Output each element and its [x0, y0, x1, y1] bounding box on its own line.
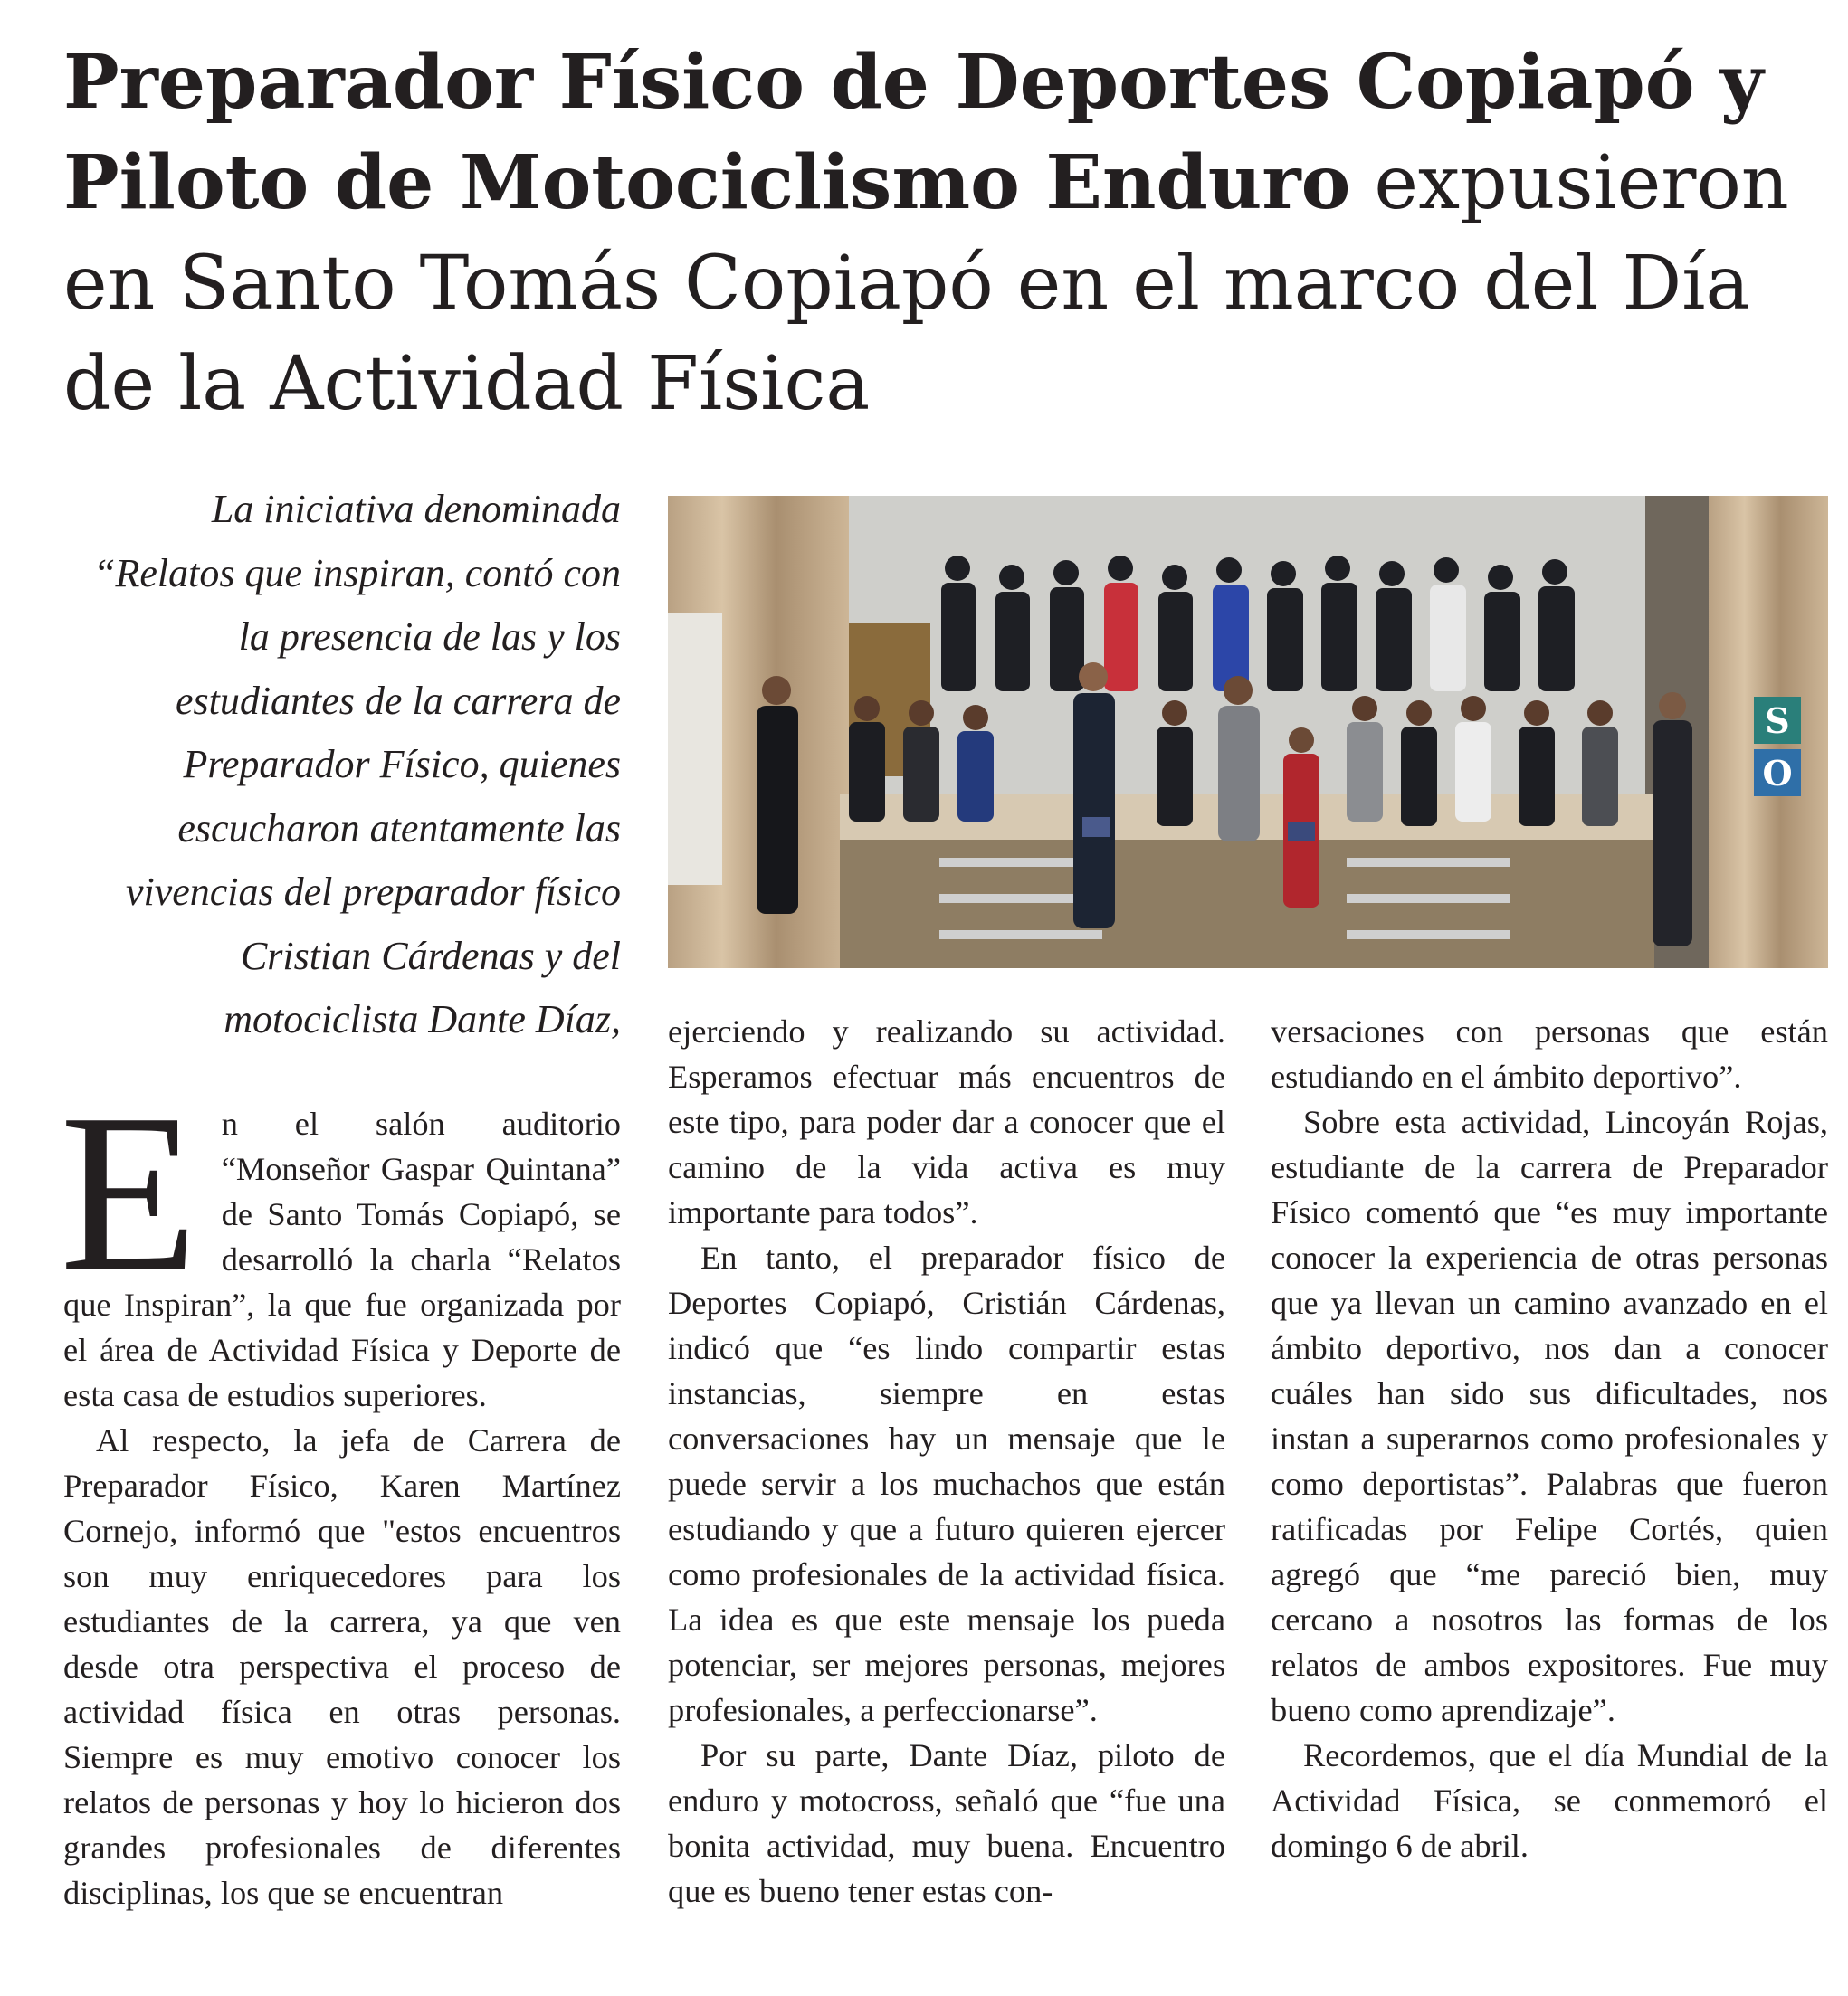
sign-letter-s: S: [1765, 700, 1790, 741]
event-photo: [668, 496, 1828, 968]
paragraph: Recordemos, que el día Mundial de la Actividad Física, se conmemoró el domingo 6 de abril.: [1271, 1737, 1828, 1864]
paragraph: Por su parte, Dante Díaz, piloto de enduro y motocross, señaló que “fue una bonita actividad, muy buena. Encuentro que es bueno tener estas con-: [668, 1737, 1225, 1909]
award-plaque-2: [1288, 822, 1315, 841]
drop-cap: E: [60, 1068, 198, 1318]
lead-text: La iniciativa denominada “Relatos que inspiran, contó con la presencia de las y los estudiantes de la carrera de Preparador Físico, quienes escucharon atentamente las vivencias del preparador físico Cristian Cárdenas y del motociclista Dante Díaz,: [93, 487, 621, 1041]
paragraph: Sobre esta actividad, Lincoyán Rojas, estudiante de la carrera de Preparador Físico comentó que “es muy importante conocer la experiencia de otras personas que ya llevan un camino avanzado en el ámbito deportivo, nos dan a conocer cuáles han sido sus dificultades, nos instan a superarnos como profesionales y como deportistas”. Palabras que fueron ratificadas por Felipe Cortés, quien agregó que “me pareció bien, muy cercano a nosotros las formas de los relatos de ambos expositores. Fue muy bueno como aprendizaje”.: [1271, 1104, 1828, 1728]
lead-paragraph: [63, 478, 621, 1052]
paragraph: En tanto, el preparador físico de Deportes Copiapó, Cristián Cárdenas, indicó que “es lindo compartir estas instancias, siempre en estas conversaciones hay un mensaje que le puede servir a los muchachos que están estudiando y que a futuro quieren ejercer como profesionales de la actividad física. La idea es que este mensaje los pueda potenciar, ser mejores personas, mejores profesionales, a perfeccionarse”.: [668, 1240, 1225, 1728]
headline-bold: Preparador Físico de Deportes Copiapó y Piloto de Motociclismo Enduro: [63, 39, 1764, 226]
article-column-1: [60, 1068, 621, 1915]
banner-left: [668, 613, 722, 885]
headline-regular: expusieron en Santo Tomás Copiapó en el marco del Día de la Actividad Física: [63, 140, 1789, 427]
paragraph: n el salón auditorio “Monseñor Gaspar Quintana” de Santo Tomás Copiapó, se desarrolló la charla “Relatos que Inspiran”, la que fue organizada por el área de Actividad Física y Deporte de esta casa de estudios superiores.: [63, 1106, 621, 1413]
article-column-3: [1271, 1009, 1828, 1868]
article-column-2: [668, 1009, 1225, 1914]
paragraph: Al respecto, la jefa de Carrera de Preparador Físico, Karen Martínez Cornejo, informó que "estos encuentros son muy enriquecedores para los estudiantes de la carrera, ya que ven desde otra perspectiva el proceso de actividad física en otras personas. Siempre es muy emotivo conocer los relatos de personas y hoy lo hicieron dos grandes profesionales de diferentes disciplinas, los que se encuentran: [63, 1422, 621, 1911]
headline: [63, 33, 1837, 434]
group-photo-illustration: [668, 496, 1828, 968]
paragraph: ejerciendo y realizando su actividad. Esperamos efectuar más encuentros de este tipo, para poder dar a conocer que el camino de la vida activa es muy importante para todos”.: [668, 1013, 1225, 1231]
paragraph: versaciones con personas que están estudiando en el ámbito deportivo”.: [1271, 1013, 1828, 1095]
sign-letter-o: O: [1762, 753, 1793, 794]
award-plaque: [1082, 817, 1110, 837]
